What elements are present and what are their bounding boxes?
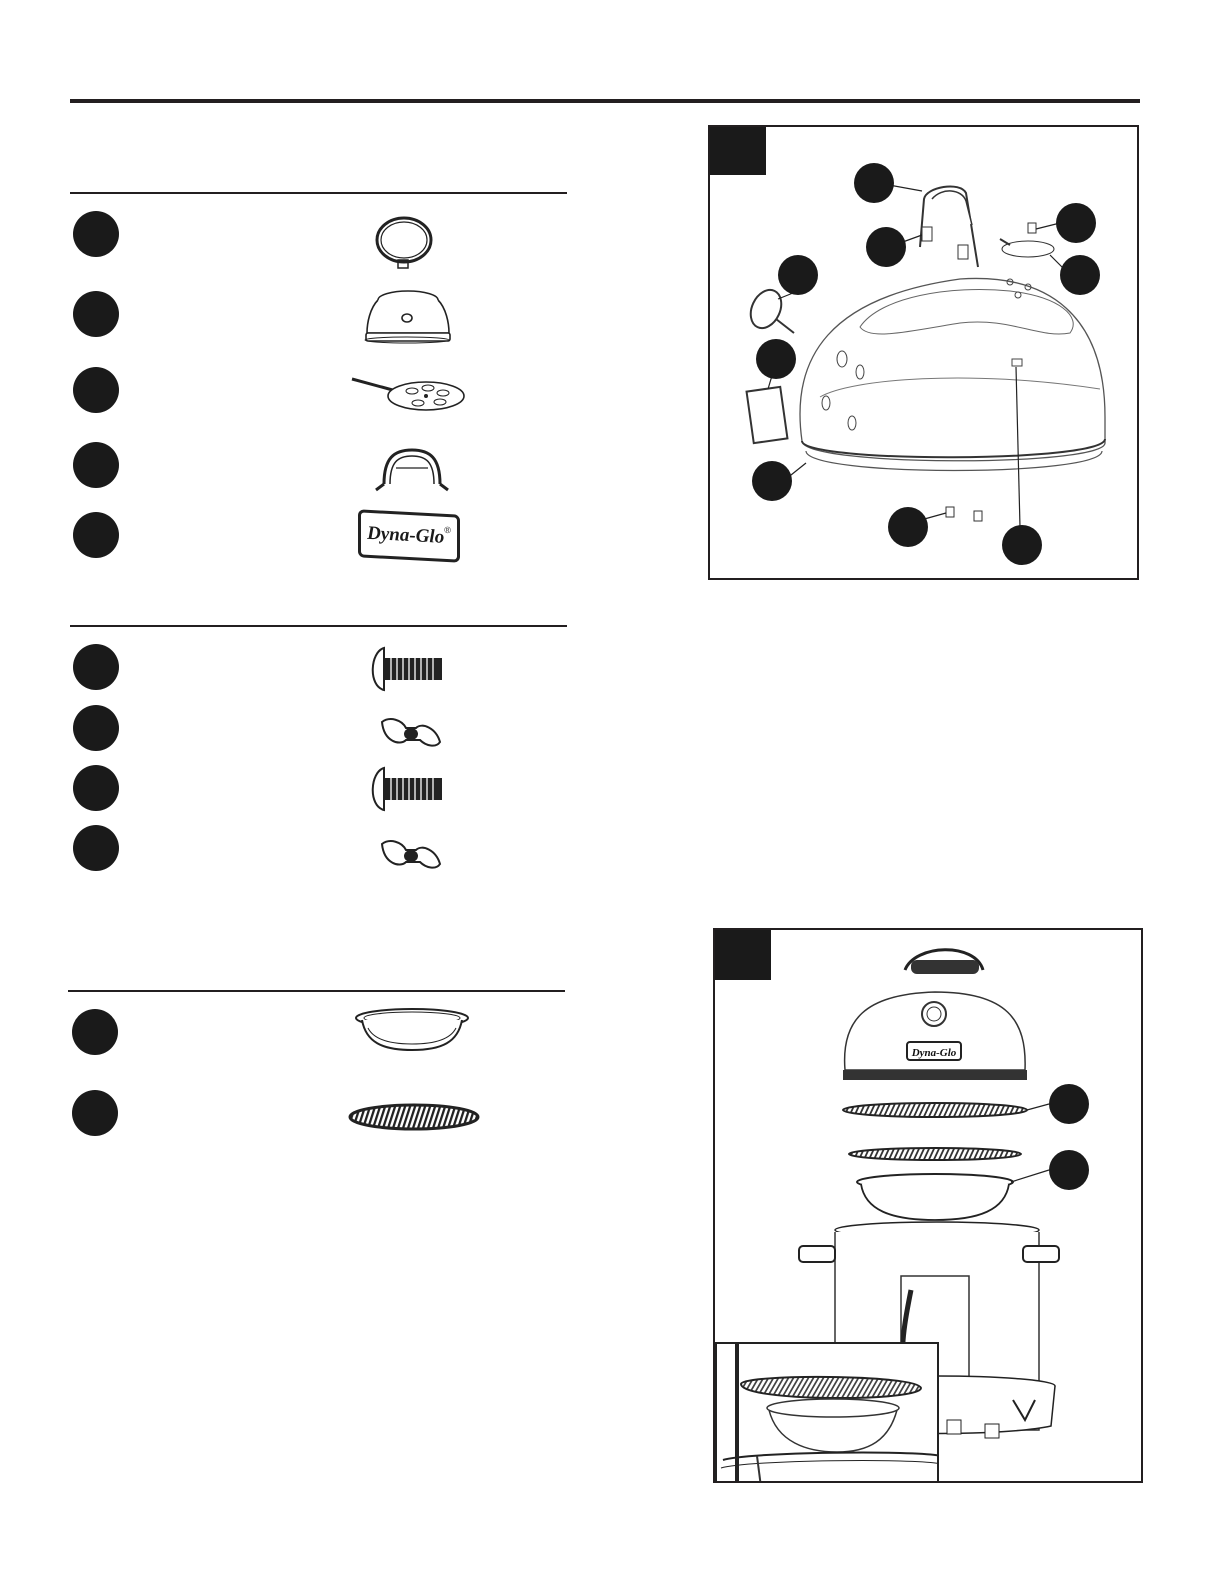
part-bullet <box>73 825 119 871</box>
part-bullet <box>73 512 119 558</box>
part-callout <box>778 255 818 295</box>
wing-nut-image <box>376 834 446 876</box>
vent-cap-image <box>360 288 456 348</box>
inset-drawing <box>717 1344 939 1483</box>
smoker-lid-logo-text: Dyna-Glo <box>911 1047 957 1059</box>
section-rule-3 <box>68 990 565 992</box>
part-bullet <box>72 1090 118 1136</box>
part-callout <box>854 163 894 203</box>
header-rule <box>70 99 1140 103</box>
part-bullet <box>73 644 119 690</box>
part-callout <box>1049 1150 1089 1190</box>
part-bullet <box>73 211 119 257</box>
grate-placement-inset <box>715 1342 939 1483</box>
part-bullet <box>73 765 119 811</box>
wing-nut-image <box>376 712 446 754</box>
part-callout <box>888 507 928 547</box>
part-callout <box>866 227 906 267</box>
lid-gasket-ring-image <box>370 214 440 274</box>
water-pan-image <box>352 1006 472 1056</box>
section-rule-2 <box>70 625 567 627</box>
part-callout <box>1060 255 1100 295</box>
cooking-grate-image <box>346 1100 482 1134</box>
nameplate-logo-text: Dyna-Glo <box>367 522 445 548</box>
part-callout <box>1049 1084 1089 1124</box>
part-bullet <box>72 1009 118 1055</box>
part-bullet <box>73 705 119 751</box>
bolt-image <box>366 644 446 694</box>
section-rule-1 <box>70 192 567 194</box>
lid-assembly-diagram <box>708 125 1139 580</box>
part-bullet <box>73 367 119 413</box>
registered-mark: ® <box>444 524 451 536</box>
part-callout <box>756 339 796 379</box>
part-callout <box>1002 525 1042 565</box>
handle-bracket-image <box>372 444 452 496</box>
part-callout <box>1056 203 1096 243</box>
part-bullet <box>73 291 119 337</box>
dyna-glo-nameplate <box>358 509 460 562</box>
damper-plate-image <box>348 374 468 414</box>
smoker-assembly-diagram <box>713 928 1143 1483</box>
part-callout <box>752 461 792 501</box>
bolt-image <box>366 764 446 814</box>
part-bullet <box>73 442 119 488</box>
